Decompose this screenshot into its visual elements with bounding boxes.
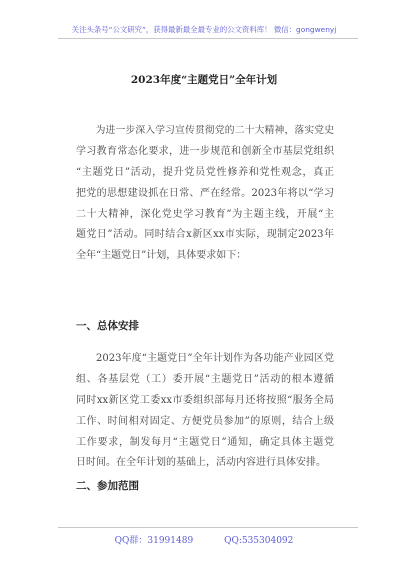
paragraph-line: 题党日”活动。同时结合x新区xx市实际，现制定2023年 <box>76 229 334 241</box>
header-divider <box>58 38 358 39</box>
paragraph-line: 工作、时间相对固定、方便党员参加”的原则，结合上级 <box>76 415 334 427</box>
paragraph-line: 为进一步深入学习宣传贯彻党的二十大精神，落实党史 <box>95 125 334 136</box>
footer-divider <box>58 527 358 528</box>
section-heading-scope: 二、参加范围 <box>76 480 139 492</box>
paragraph-line: 组、各基层党（工）委开展“主题党日”活动的根本遵循 <box>76 373 334 385</box>
footer-qq: QQ:535304092 <box>224 536 294 546</box>
paragraph-line: 二十大精神，深化党史学习教育”为主题主线，开展“主 <box>76 208 334 220</box>
footer-contact <box>0 533 408 546</box>
paragraph-line: 学习教育常态化要求，进一步规范和创新全市基层党组织 <box>76 145 334 157</box>
document-title: 2023年度“主题党日”全年计划 <box>130 74 278 86</box>
paragraph-line: 日时间。在全年计划的基础上，活动内容进行具体安排。 <box>76 457 326 469</box>
paragraph-line: 把党的思想建设抓在日常、严在经常。2023年将以“学习 <box>76 187 334 199</box>
paragraph-line: 工作要求，制发每月“主题党日”通知，确定具体主题党 <box>76 436 334 448</box>
paragraph-line: “主题党日”活动，提升党员党性修养和党性观念，真正 <box>76 166 334 178</box>
footer-qq-group: QQ群：31991489 <box>114 536 194 546</box>
header-banner: 关注头条号“公文研究”，获得最新最全最专业的公文资料库！ 微信：gongwenyj <box>71 25 337 34</box>
section-heading-overall: 一、总体安排 <box>76 320 139 332</box>
paragraph-line: 同时xx新区党工委xx市委组织部每月还将按照“服务全局 <box>76 394 334 406</box>
paragraph-line: 全年“主题党日”计划，具体要求如下： <box>76 250 247 262</box>
overall-paragraph <box>76 349 334 474</box>
intro-paragraph <box>76 121 334 267</box>
paragraph-line: 2023年度“主题党日”全年计划作为各功能产业园区党 <box>96 353 334 364</box>
